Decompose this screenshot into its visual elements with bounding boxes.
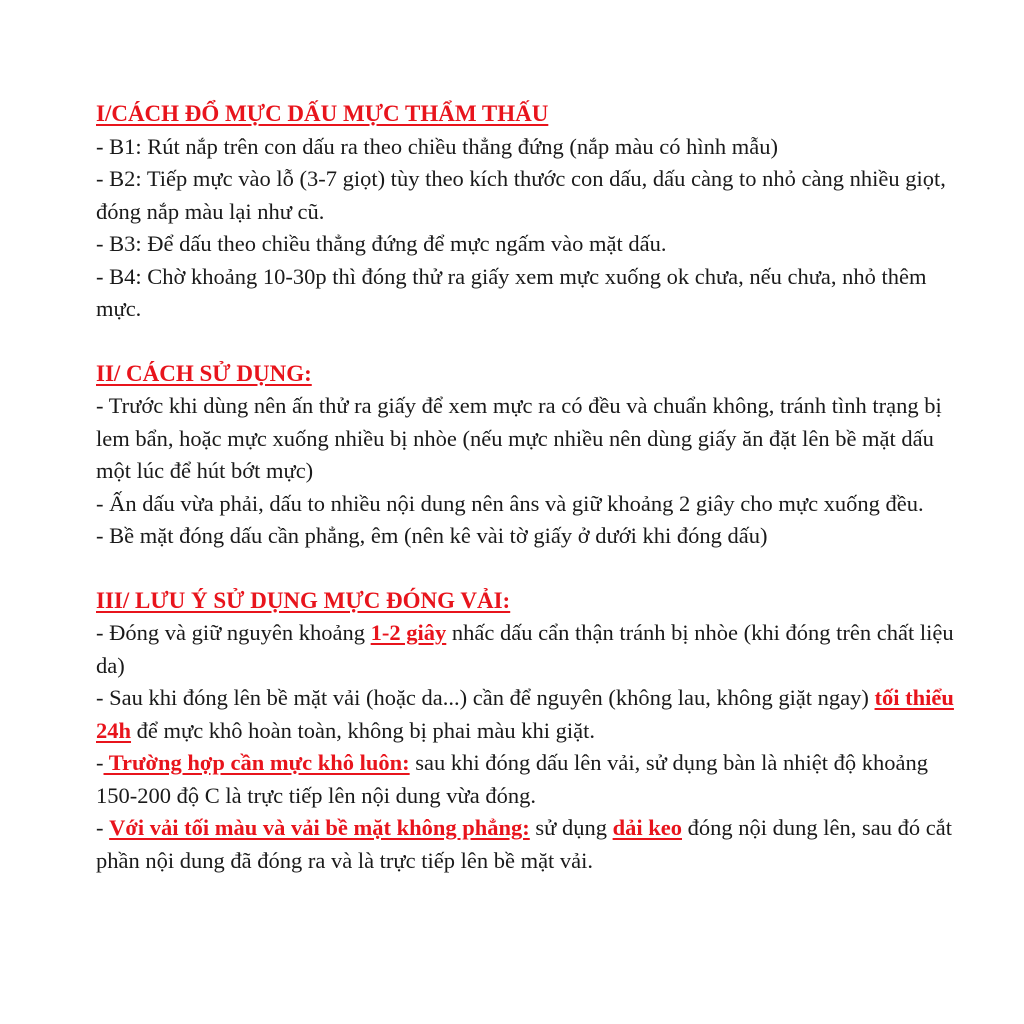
usage-item: - Trước khi dùng nên ấn thử ra giấy để xem mực ra có đều và chuẩn không, tránh tình trạng bị lem bẩn, hoặc mực xuống nhiều bị nhòe (nếu mực nhiều nên dùng giấy ăn đặt lên bề mặt dấu một lúc để hút bớt mực) [96, 393, 942, 483]
section-refill-ink [96, 98, 964, 326]
note-text: sau khi đóng dấu lên vải, sử dụng bàn là nhiệt độ khoảng 150-200 độ C là trực tiếp lên nội dung vừa đóng. [96, 750, 929, 808]
note-item [96, 812, 964, 877]
note-text: sử dụng [529, 815, 613, 840]
section-usage [96, 358, 964, 553]
highlight-text: dải keo [612, 815, 682, 840]
note-text: - Đóng và giữ nguyên khoảng [96, 620, 371, 645]
step-b2: - B2: Tiếp mực vào lỗ (3-7 giọt) tùy theo kích thước con dấu, dấu càng to nhỏ càng nhiều giọt, đóng nắp màu lại như cũ. [96, 166, 946, 224]
note-item [96, 747, 964, 812]
usage-item: - Bề mặt đóng dấu cần phẳng, êm (nên kê vài tờ giấy ở dưới khi đóng dấu) [96, 523, 768, 548]
section-heading: III/ LƯU Ý SỬ DỤNG MỰC ĐÓNG VẢI: [96, 587, 511, 613]
note-text: - [96, 750, 104, 775]
step-b3: - B3: Để dấu theo chiều thẳng đứng để mực ngấm vào mặt dấu. [96, 231, 667, 256]
usage-item: - Ấn dấu vừa phải, dấu to nhiều nội dung nên âns và giữ khoảng 2 giây cho mực xuống đều. [96, 490, 924, 516]
note-text: đóng nội dung lên, sau đó cắt phần nội dung đã đóng ra và là trực tiếp lên bề mặt vải. [96, 815, 952, 873]
note-item [96, 682, 964, 747]
highlight-text: 1-2 giây [370, 620, 447, 645]
step-b1: - B1: Rút nắp trên con dấu ra theo chiều thẳng đứng (nắp màu có hình mẫu) [96, 133, 779, 159]
highlight-text: Trường hợp cần mực khô luôn: [103, 750, 410, 775]
highlight-text: Với vải tối màu và vải bề mặt không phẳng: [109, 815, 530, 840]
highlight-text: tối thiểu 24h [96, 685, 954, 743]
section-heading: I/CÁCH ĐỔ MỰC DẤU MỰC THẨM THẤU [96, 101, 549, 126]
note-text: - [96, 815, 110, 840]
note-item [96, 617, 964, 682]
section-heading: II/ CÁCH SỬ DỤNG: [96, 360, 312, 386]
note-text: - Sau khi đóng lên bề mặt vải (hoặc da...) cần để nguyên (không lau, không giặt ngay) [96, 685, 875, 710]
section-fabric-notes [96, 585, 964, 878]
note-text: nhấc dấu cẩn thận tránh bị nhòe (khi đóng trên chất liệu da) [96, 620, 954, 678]
step-b4: - B4: Chờ khoảng 10-30p thì đóng thử ra giấy xem mực xuống ok chưa, nếu chưa, nhỏ thêm mực. [96, 263, 927, 321]
note-text: để mực khô hoàn toàn, không bị phai màu khi giặt. [131, 717, 596, 743]
